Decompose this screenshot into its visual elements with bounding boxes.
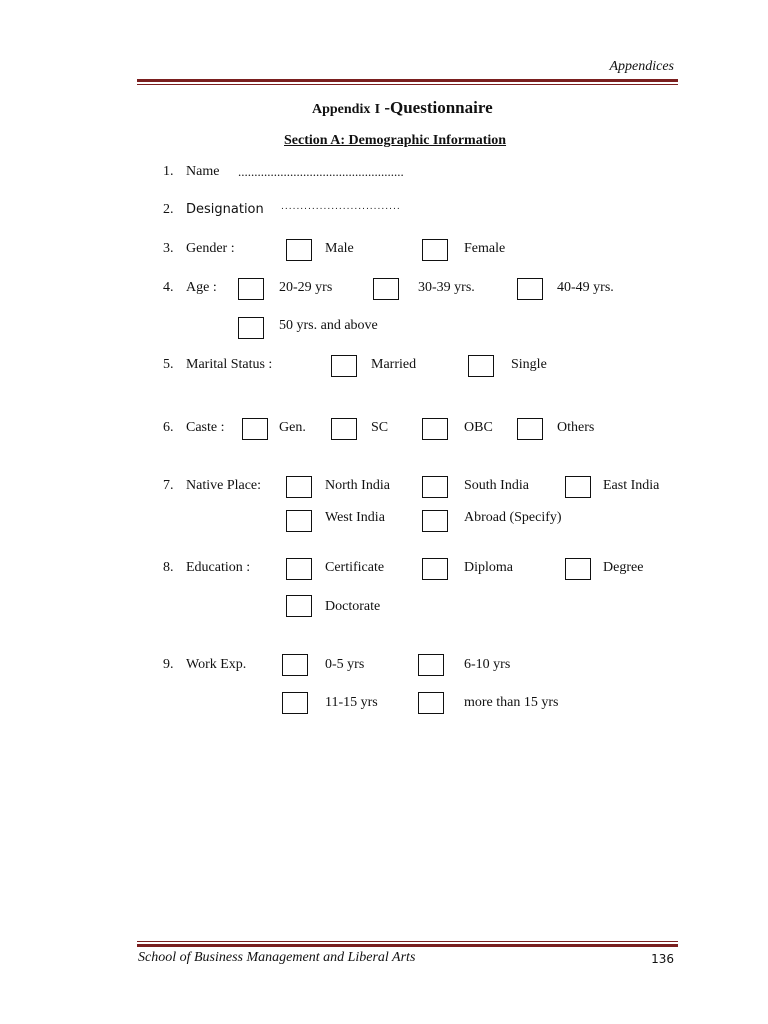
q7-option-north-india: North India xyxy=(325,478,390,493)
q6-option-gen: Gen. xyxy=(279,420,306,435)
q6-sc-checkbox[interactable] xyxy=(331,418,357,440)
section-heading: Section A: Demographic Information xyxy=(284,133,507,148)
header-rule-thick xyxy=(137,79,678,82)
q9-option-11-15: 11-15 yrs xyxy=(325,695,378,710)
title-suffix: -Questionnaire xyxy=(384,98,493,117)
q3-male-checkbox[interactable] xyxy=(286,239,312,261)
q8-option-certificate: Certificate xyxy=(325,560,385,575)
footer-institution: School of Business Management and Liberal Arts xyxy=(138,950,416,965)
q3-label: Gender : xyxy=(186,241,235,256)
q7-west-india-checkbox[interactable] xyxy=(286,510,312,532)
q7-number: 7. xyxy=(163,478,174,493)
q1-label: Name xyxy=(186,164,220,179)
q7-abroad-checkbox[interactable] xyxy=(422,510,448,532)
q9-0-5-checkbox[interactable] xyxy=(282,654,308,676)
q3-number: 3. xyxy=(163,241,174,256)
q6-option-sc: SC xyxy=(371,420,389,435)
page-number: 136 xyxy=(651,952,674,966)
q2-blank[interactable]: ............................... xyxy=(281,202,401,212)
q5-option-single: Single xyxy=(511,357,547,372)
q4-label: Age : xyxy=(186,280,217,295)
q7-option-west-india: West India xyxy=(325,510,385,525)
q7-south-india-checkbox[interactable] xyxy=(422,476,448,498)
q7-label: Native Place: xyxy=(186,478,262,493)
q8-doctorate-checkbox[interactable] xyxy=(286,595,312,617)
q9-option-0-5: 0-5 yrs xyxy=(325,657,365,672)
running-header: Appendices xyxy=(609,59,674,74)
q6-number: 6. xyxy=(163,420,174,435)
q4-40-49-checkbox[interactable] xyxy=(517,278,543,300)
q8-certificate-checkbox[interactable] xyxy=(286,558,312,580)
q7-option-east-india: East India xyxy=(603,478,660,493)
q5-label: Marital Status : xyxy=(186,357,273,372)
q5-married-checkbox[interactable] xyxy=(331,355,357,377)
q8-label: Education : xyxy=(186,560,251,575)
footer-rule-thick xyxy=(137,944,678,947)
q5-option-married: Married xyxy=(371,357,417,372)
q1-number: 1. xyxy=(163,164,174,179)
title-prefix: Appendix xyxy=(312,102,371,117)
q3-female-checkbox[interactable] xyxy=(422,239,448,261)
q7-east-india-checkbox[interactable] xyxy=(565,476,591,498)
q8-diploma-checkbox[interactable] xyxy=(422,558,448,580)
q8-option-degree: Degree xyxy=(603,560,644,575)
q8-degree-checkbox[interactable] xyxy=(565,558,591,580)
q5-number: 5. xyxy=(163,357,174,372)
q6-option-obc: OBC xyxy=(464,420,493,435)
footer-rule-thin xyxy=(137,941,678,942)
q4-20-29-checkbox[interactable] xyxy=(238,278,264,300)
header-rule-thin xyxy=(137,84,678,85)
q4-30-39-checkbox[interactable] xyxy=(373,278,399,300)
q6-option-others: Others xyxy=(557,420,595,435)
q9-option-more-than-15: more than 15 yrs xyxy=(464,695,559,710)
q6-label: Caste : xyxy=(186,420,225,435)
q4-option-40-49: 40-49 yrs. xyxy=(557,280,614,295)
page-title xyxy=(312,98,493,118)
q6-others-checkbox[interactable] xyxy=(517,418,543,440)
q9-option-6-10: 6-10 yrs xyxy=(464,657,511,672)
q4-option-50-plus: 50 yrs. and above xyxy=(279,318,378,333)
q4-50-plus-checkbox[interactable] xyxy=(238,317,264,339)
q4-number: 4. xyxy=(163,280,174,295)
q4-option-20-29: 20-29 yrs xyxy=(279,280,333,295)
q9-6-10-checkbox[interactable] xyxy=(418,654,444,676)
q5-single-checkbox[interactable] xyxy=(468,355,494,377)
q9-more-than-15-checkbox[interactable] xyxy=(418,692,444,714)
q6-obc-checkbox[interactable] xyxy=(422,418,448,440)
q6-gen-checkbox[interactable] xyxy=(242,418,268,440)
q2-label: Designation xyxy=(186,202,264,217)
q2-number: 2. xyxy=(163,202,174,217)
q3-option-male: Male xyxy=(325,241,354,256)
q1-blank[interactable]: ................................................... xyxy=(238,164,404,179)
q9-11-15-checkbox[interactable] xyxy=(282,692,308,714)
q4-option-30-39: 30-39 yrs. xyxy=(418,280,475,295)
q9-label: Work Exp. xyxy=(186,657,247,672)
q8-option-doctorate: Doctorate xyxy=(325,599,381,614)
q8-option-diploma: Diploma xyxy=(464,560,513,575)
q3-option-female: Female xyxy=(464,241,506,256)
q7-option-south-india: South India xyxy=(464,478,529,493)
q9-number: 9. xyxy=(163,657,174,672)
title-numeral: I xyxy=(374,102,381,117)
q8-number: 8. xyxy=(163,560,174,575)
q7-option-abroad: Abroad (Specify) xyxy=(464,510,562,525)
q7-north-india-checkbox[interactable] xyxy=(286,476,312,498)
